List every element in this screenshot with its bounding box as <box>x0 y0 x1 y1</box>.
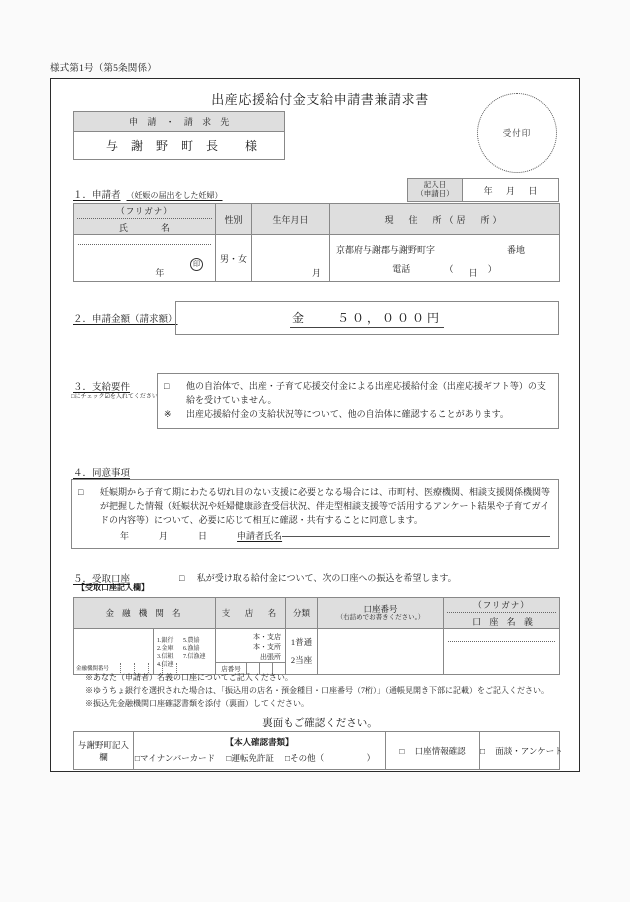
section3-note-text: 出産応援給付金の支給状況等について、他の自治体に確認することがあります。 <box>186 408 509 419</box>
amount-box <box>175 301 559 335</box>
telephone-paren-open: （ <box>444 264 454 274</box>
address-prefix: 京都府与謝郡与謝野町字 <box>336 245 436 255</box>
section4-label: ４．同意事項 <box>73 469 131 479</box>
applicant-header-row <box>74 204 560 235</box>
birth-day: 日 <box>468 267 478 278</box>
account-no-cell[interactable] <box>318 629 444 675</box>
back-side-notice: 裏面もご確認ください。 <box>262 718 378 729</box>
section3-label: ３．支給要件 <box>73 383 131 393</box>
checkbox-icon[interactable]: □ <box>78 487 84 497</box>
destination-header: 申 請 ・ 請 求 先 <box>74 112 284 132</box>
account-verified-label: 口座情報確認 <box>414 745 466 756</box>
section3-note-row <box>164 408 550 422</box>
bank-name-cell[interactable] <box>74 629 154 675</box>
account-kind-toza[interactable]: 2当座 <box>290 654 313 665</box>
telephone-label: 電話 <box>392 264 411 274</box>
page-title: 出産応援給付金支給申請書兼請求書 <box>211 92 429 107</box>
section5-note-3: ※振込先金融機関口座確認書類を添付（裏面）してください。 <box>85 699 309 709</box>
bank-type-3: 3.信組 <box>157 654 174 660</box>
branch-type-1: 本・支店 <box>253 632 282 641</box>
kind-header: 分類 <box>286 598 318 629</box>
bank-code-label: 金融機関番号 <box>76 666 110 672</box>
town-entry-column-label: 与謝野町記入欄 <box>74 732 134 770</box>
section5-subtitle: 【受取口座記入欄】 <box>77 583 149 592</box>
section5-consent-text: 私が受け取る給付金について、次の口座への振込を希望します。 <box>196 573 457 583</box>
bank-value-row <box>74 629 560 675</box>
account-no-header <box>318 598 444 629</box>
account-no-note: （右詰めでお書きください。） <box>336 614 425 622</box>
branch-type-2: 本・支所 <box>253 642 282 651</box>
address-header: 現 住 所（居 所） <box>330 204 560 235</box>
holder-furigana-rule <box>448 641 555 642</box>
interview-cell[interactable] <box>480 732 563 770</box>
section5-note-2: ※ゆうちょ銀行を選択された場合は、「振込用の店名・預金種目・口座番号（7桁）」（通帳見開き下部に記載）をご記入ください。 <box>85 686 549 696</box>
birth-year: 年 <box>155 267 165 278</box>
bank-type-6: 6.漁協 <box>183 645 200 652</box>
section4-signature-row[interactable] <box>78 530 550 544</box>
signature-day: 日 <box>198 530 208 541</box>
bank-type-1: 1.銀行 <box>157 637 174 644</box>
section4-checkbox-row[interactable] <box>78 486 550 528</box>
branch-code-label: 店番号 <box>216 662 247 674</box>
branch-name-header: 支 店 名 <box>216 598 286 629</box>
asterisk-icon: ※ <box>164 408 172 419</box>
seal-icon: 印 <box>190 258 203 271</box>
entry-date-head-line2: （申請日） <box>416 189 454 198</box>
entry-date-box <box>407 178 559 202</box>
amount-value: 金 ５０，０００円 <box>290 309 444 328</box>
account-no-title: 口座番号 <box>363 604 398 614</box>
section5-note-1: ※あなた（申請者）名義の口座についてご記入ください。 <box>85 673 293 682</box>
form-code: 様式第1号（第5条関係） <box>50 64 157 74</box>
section2-label: ２．申請金額（請求額） <box>73 315 178 325</box>
section1-label <box>73 187 223 201</box>
interview-label: 面談・アンケート <box>495 745 563 756</box>
signature-year: 年 <box>120 530 130 541</box>
destination-box <box>73 111 285 160</box>
name-header-cell <box>74 204 216 235</box>
entry-date-year: 年 <box>483 185 493 196</box>
checkbox-icon[interactable]: □ <box>480 745 486 756</box>
gender-cell[interactable]: 男・女 <box>216 235 252 282</box>
section5-label: ５．受取口座 <box>73 575 131 585</box>
furigana-rule <box>78 244 211 245</box>
furigana-label: （フリガナ） <box>77 204 212 219</box>
holder-furigana-label: （フリガナ） <box>447 598 556 613</box>
bank-type-2: 2.金庫 <box>157 645 174 652</box>
section3-note: □にチェック☑を入れてください <box>71 394 158 400</box>
bank-type-5: 5.農協 <box>183 637 200 644</box>
branch-type-3: 出張所 <box>260 652 282 661</box>
signature-label: 申請者氏名 <box>237 530 283 541</box>
gender-header: 性別 <box>216 204 252 235</box>
holder-label: 口 座 名 義 <box>472 617 536 627</box>
branch-cell[interactable] <box>216 629 286 675</box>
applicant-table <box>73 203 560 282</box>
id-option-other[interactable]: □その他（ ） <box>285 752 376 763</box>
form-sheet <box>50 78 580 772</box>
bank-account-table <box>73 597 560 675</box>
section5-notes <box>85 671 549 711</box>
section3-checkbox-row[interactable] <box>164 380 550 408</box>
branch-type-list <box>216 632 285 662</box>
id-option-mynumber[interactable]: □マイナンバーカード <box>134 752 216 763</box>
section4-text: 妊娠期から子育て期にわたる切れ目のない支援に必要となる場合には、市町村、医療機関、相談支援関係機関等が把握した情報（妊娠状況や妊婦健康診査受信状況、伴走型相談支援等で活用するアンケート結果や子育てガイドの内容等）について、必要に応じて相互に確認・共有することに同意します。 <box>100 487 551 525</box>
address-cell[interactable] <box>330 235 560 282</box>
name-label: 氏 名 <box>118 223 175 233</box>
telephone-row <box>330 262 559 275</box>
bank-type-7: 7.信漁連 <box>183 654 206 660</box>
identity-document-options[interactable] <box>134 751 385 766</box>
id-option-license[interactable]: □運転免許証 <box>226 752 274 763</box>
section1-subtitle: （妊娠の届出をした妊婦） <box>126 191 223 200</box>
entry-date-day: 日 <box>528 185 538 196</box>
destination-honorific: 様 <box>245 139 258 153</box>
telephone-paren-close: ） <box>487 264 497 274</box>
account-verified-cell[interactable] <box>386 732 480 770</box>
section5-consent-row[interactable] <box>179 571 457 584</box>
account-holder-header <box>444 598 560 629</box>
checkbox-icon[interactable]: □ <box>179 573 185 583</box>
birthdate-header: 生年月日 <box>252 204 330 235</box>
bank-name-header: 金 融 機 関 名 <box>74 598 216 629</box>
birth-month: 月 <box>311 267 321 278</box>
account-kind-futsu[interactable]: 1普通 <box>290 636 313 647</box>
receipt-stamp-circle <box>477 93 557 173</box>
applicant-value-row <box>74 235 560 282</box>
office-confirm-table <box>73 731 563 770</box>
entry-date-month: 月 <box>505 185 515 196</box>
section1-title: １．申請者 <box>73 191 121 201</box>
identity-document-title: 【本人確認書類】 <box>225 737 294 748</box>
signature-month: 月 <box>159 530 169 541</box>
destination-body <box>74 132 284 159</box>
receipt-stamp-label: 受付印 <box>502 128 532 138</box>
section3-item-text: 他の自治体で、出産・子育て応援交付金による出産応援給付金（出産応援ギフト等）の支給を受けていません。 <box>186 381 546 405</box>
entry-date-fields[interactable] <box>463 179 558 201</box>
signature-rule[interactable] <box>282 536 550 537</box>
checkbox-icon[interactable]: □ <box>399 745 405 756</box>
address-suffix: 番地 <box>506 245 525 255</box>
section3-box <box>157 373 559 429</box>
bank-header-row <box>74 598 560 629</box>
entry-date-header <box>408 179 463 201</box>
entry-date-head-line1: 記入日 <box>423 180 447 190</box>
account-holder-cell[interactable] <box>444 629 560 675</box>
bank-type-4: 4.信連 <box>157 662 174 669</box>
destination-name: 与 謝 野 町 長 <box>105 139 223 153</box>
office-confirm-row <box>74 732 560 770</box>
section4-box <box>71 479 559 549</box>
account-kind-cell[interactable] <box>286 629 318 675</box>
identity-document-cell[interactable] <box>134 732 386 770</box>
checkbox-icon[interactable]: □ <box>164 381 170 391</box>
